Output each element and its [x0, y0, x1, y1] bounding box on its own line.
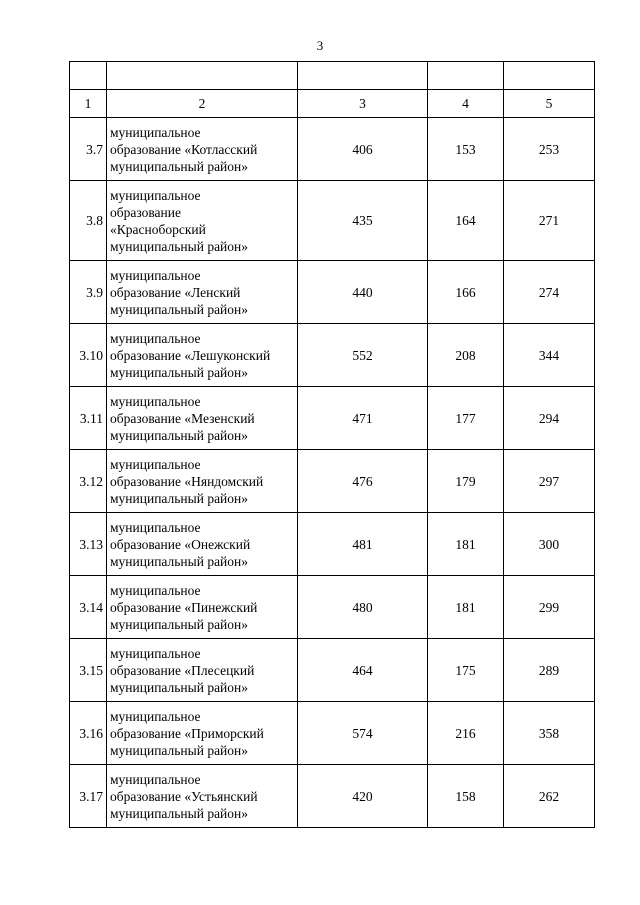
- value-cell-col5: 253: [504, 118, 595, 181]
- value-cell-col3: 420: [298, 765, 428, 828]
- blank-header-cell: [298, 62, 428, 90]
- table-row: [70, 324, 595, 387]
- value-cell-col4: 158: [428, 765, 504, 828]
- row-number-cell: 3.14: [70, 576, 107, 639]
- column-number-2: 2: [107, 90, 298, 118]
- value-cell-col3: 574: [298, 702, 428, 765]
- municipality-name-line: муниципальный район»: [110, 805, 249, 821]
- value-cell-col4: 179: [428, 450, 504, 513]
- value-cell-col3: 464: [298, 639, 428, 702]
- row-number-cell: 3.9: [70, 261, 107, 324]
- municipality-name-line: муниципальное: [110, 187, 201, 203]
- municipality-name-cell: [107, 576, 298, 639]
- value-cell-col5: 297: [504, 450, 595, 513]
- municipality-name-line: образование «Устьянский: [110, 788, 258, 804]
- municipality-name-line: «Красноборский: [110, 221, 206, 237]
- blank-header-cell: [504, 62, 595, 90]
- municipality-name-line: муниципальное: [110, 330, 201, 346]
- table-row: [70, 702, 595, 765]
- municipality-name-line: образование «Котласский: [110, 141, 258, 157]
- municipality-name-cell: [107, 387, 298, 450]
- table-row: [70, 639, 595, 702]
- row-number-cell: 3.7: [70, 118, 107, 181]
- value-cell-col4: 153: [428, 118, 504, 181]
- value-cell-col5: 299: [504, 576, 595, 639]
- municipality-name-line: муниципальное: [110, 771, 201, 787]
- table-row: [70, 576, 595, 639]
- municipality-name-cell: [107, 513, 298, 576]
- municipality-name-line: муниципальный район»: [110, 301, 249, 317]
- value-cell-col5: 294: [504, 387, 595, 450]
- value-cell-col3: 476: [298, 450, 428, 513]
- value-cell-col5: 300: [504, 513, 595, 576]
- row-number-cell: 3.8: [70, 181, 107, 261]
- value-cell-col4: 164: [428, 181, 504, 261]
- value-cell-col4: 216: [428, 702, 504, 765]
- municipality-name-cell: [107, 324, 298, 387]
- row-number-cell: 3.11: [70, 387, 107, 450]
- page-number: 3: [316, 38, 324, 53]
- value-cell-col4: 181: [428, 576, 504, 639]
- municipality-name-line: муниципальный район»: [110, 553, 249, 569]
- blank-header-cell: [107, 62, 298, 90]
- municipality-name-cell: [107, 181, 298, 261]
- blank-header-cell: [70, 62, 107, 90]
- municipality-name-line: муниципальный район»: [110, 490, 249, 506]
- municipality-name-line: муниципальный район»: [110, 742, 249, 758]
- value-cell-col4: 166: [428, 261, 504, 324]
- municipality-name-line: муниципальное: [110, 124, 201, 140]
- municipality-name-cell: [107, 702, 298, 765]
- table-row: [70, 450, 595, 513]
- value-cell-col3: 406: [298, 118, 428, 181]
- municipality-name-line: муниципальный район»: [110, 616, 249, 632]
- municipality-name-line: образование «Приморский: [110, 725, 264, 741]
- data-table: [69, 61, 595, 828]
- value-cell-col4: 177: [428, 387, 504, 450]
- value-cell-col3: 471: [298, 387, 428, 450]
- municipality-name-cell: [107, 765, 298, 828]
- municipality-name-line: муниципальный район»: [110, 158, 249, 174]
- blank-header-cell: [428, 62, 504, 90]
- municipality-name-line: образование «Ленский: [110, 284, 241, 300]
- municipality-name-line: образование «Лешуконский: [110, 347, 271, 363]
- municipality-name-line: муниципальное: [110, 708, 201, 724]
- municipality-name-cell: [107, 450, 298, 513]
- value-cell-col4: 208: [428, 324, 504, 387]
- municipality-name-line: муниципальное: [110, 645, 201, 661]
- value-cell-col4: 181: [428, 513, 504, 576]
- column-number-3: 3: [298, 90, 428, 118]
- municipality-name-line: муниципальный район»: [110, 238, 249, 254]
- table-row: [70, 387, 595, 450]
- municipality-name-cell: [107, 261, 298, 324]
- table-row: [70, 261, 595, 324]
- table-body: [70, 62, 595, 828]
- row-number-cell: 3.12: [70, 450, 107, 513]
- municipality-name-line: образование «Няндомский: [110, 473, 264, 489]
- blank-header-row: [70, 62, 595, 90]
- value-cell-col3: 481: [298, 513, 428, 576]
- value-cell-col3: 440: [298, 261, 428, 324]
- value-cell-col5: 271: [504, 181, 595, 261]
- municipality-name-cell: [107, 118, 298, 181]
- row-number-cell: 3.13: [70, 513, 107, 576]
- municipality-name-line: образование «Плесецкий: [110, 662, 255, 678]
- municipality-name-line: муниципальное: [110, 582, 201, 598]
- table-row: [70, 118, 595, 181]
- municipality-name-line: муниципальное: [110, 393, 201, 409]
- municipality-name-line: муниципальный район»: [110, 364, 249, 380]
- municipality-name-line: муниципальное: [110, 267, 201, 283]
- value-cell-col4: 175: [428, 639, 504, 702]
- row-number-cell: 3.15: [70, 639, 107, 702]
- column-number-4: 4: [428, 90, 504, 118]
- value-cell-col5: 344: [504, 324, 595, 387]
- row-number-cell: 3.10: [70, 324, 107, 387]
- table-row: [70, 513, 595, 576]
- value-cell-col5: 262: [504, 765, 595, 828]
- value-cell-col3: 552: [298, 324, 428, 387]
- table-row: [70, 181, 595, 261]
- municipality-name-line: образование «Пинежский: [110, 599, 258, 615]
- row-number-cell: 3.16: [70, 702, 107, 765]
- municipality-name-line: муниципальное: [110, 456, 201, 472]
- column-number-5: 5: [504, 90, 595, 118]
- value-cell-col5: 274: [504, 261, 595, 324]
- value-cell-col5: 358: [504, 702, 595, 765]
- municipality-name-line: образование: [110, 204, 181, 220]
- row-number-cell: 3.17: [70, 765, 107, 828]
- column-number-row: [70, 90, 595, 118]
- municipality-name-cell: [107, 639, 298, 702]
- municipality-name-line: муниципальный район»: [110, 679, 249, 695]
- municipality-name-line: муниципальное: [110, 519, 201, 535]
- municipality-name-line: муниципальный район»: [110, 427, 249, 443]
- value-cell-col3: 435: [298, 181, 428, 261]
- table-row: [70, 765, 595, 828]
- value-cell-col5: 289: [504, 639, 595, 702]
- municipality-name-line: образование «Мезенский: [110, 410, 255, 426]
- value-cell-col3: 480: [298, 576, 428, 639]
- municipality-name-line: образование «Онежский: [110, 536, 251, 552]
- column-number-1: 1: [70, 90, 107, 118]
